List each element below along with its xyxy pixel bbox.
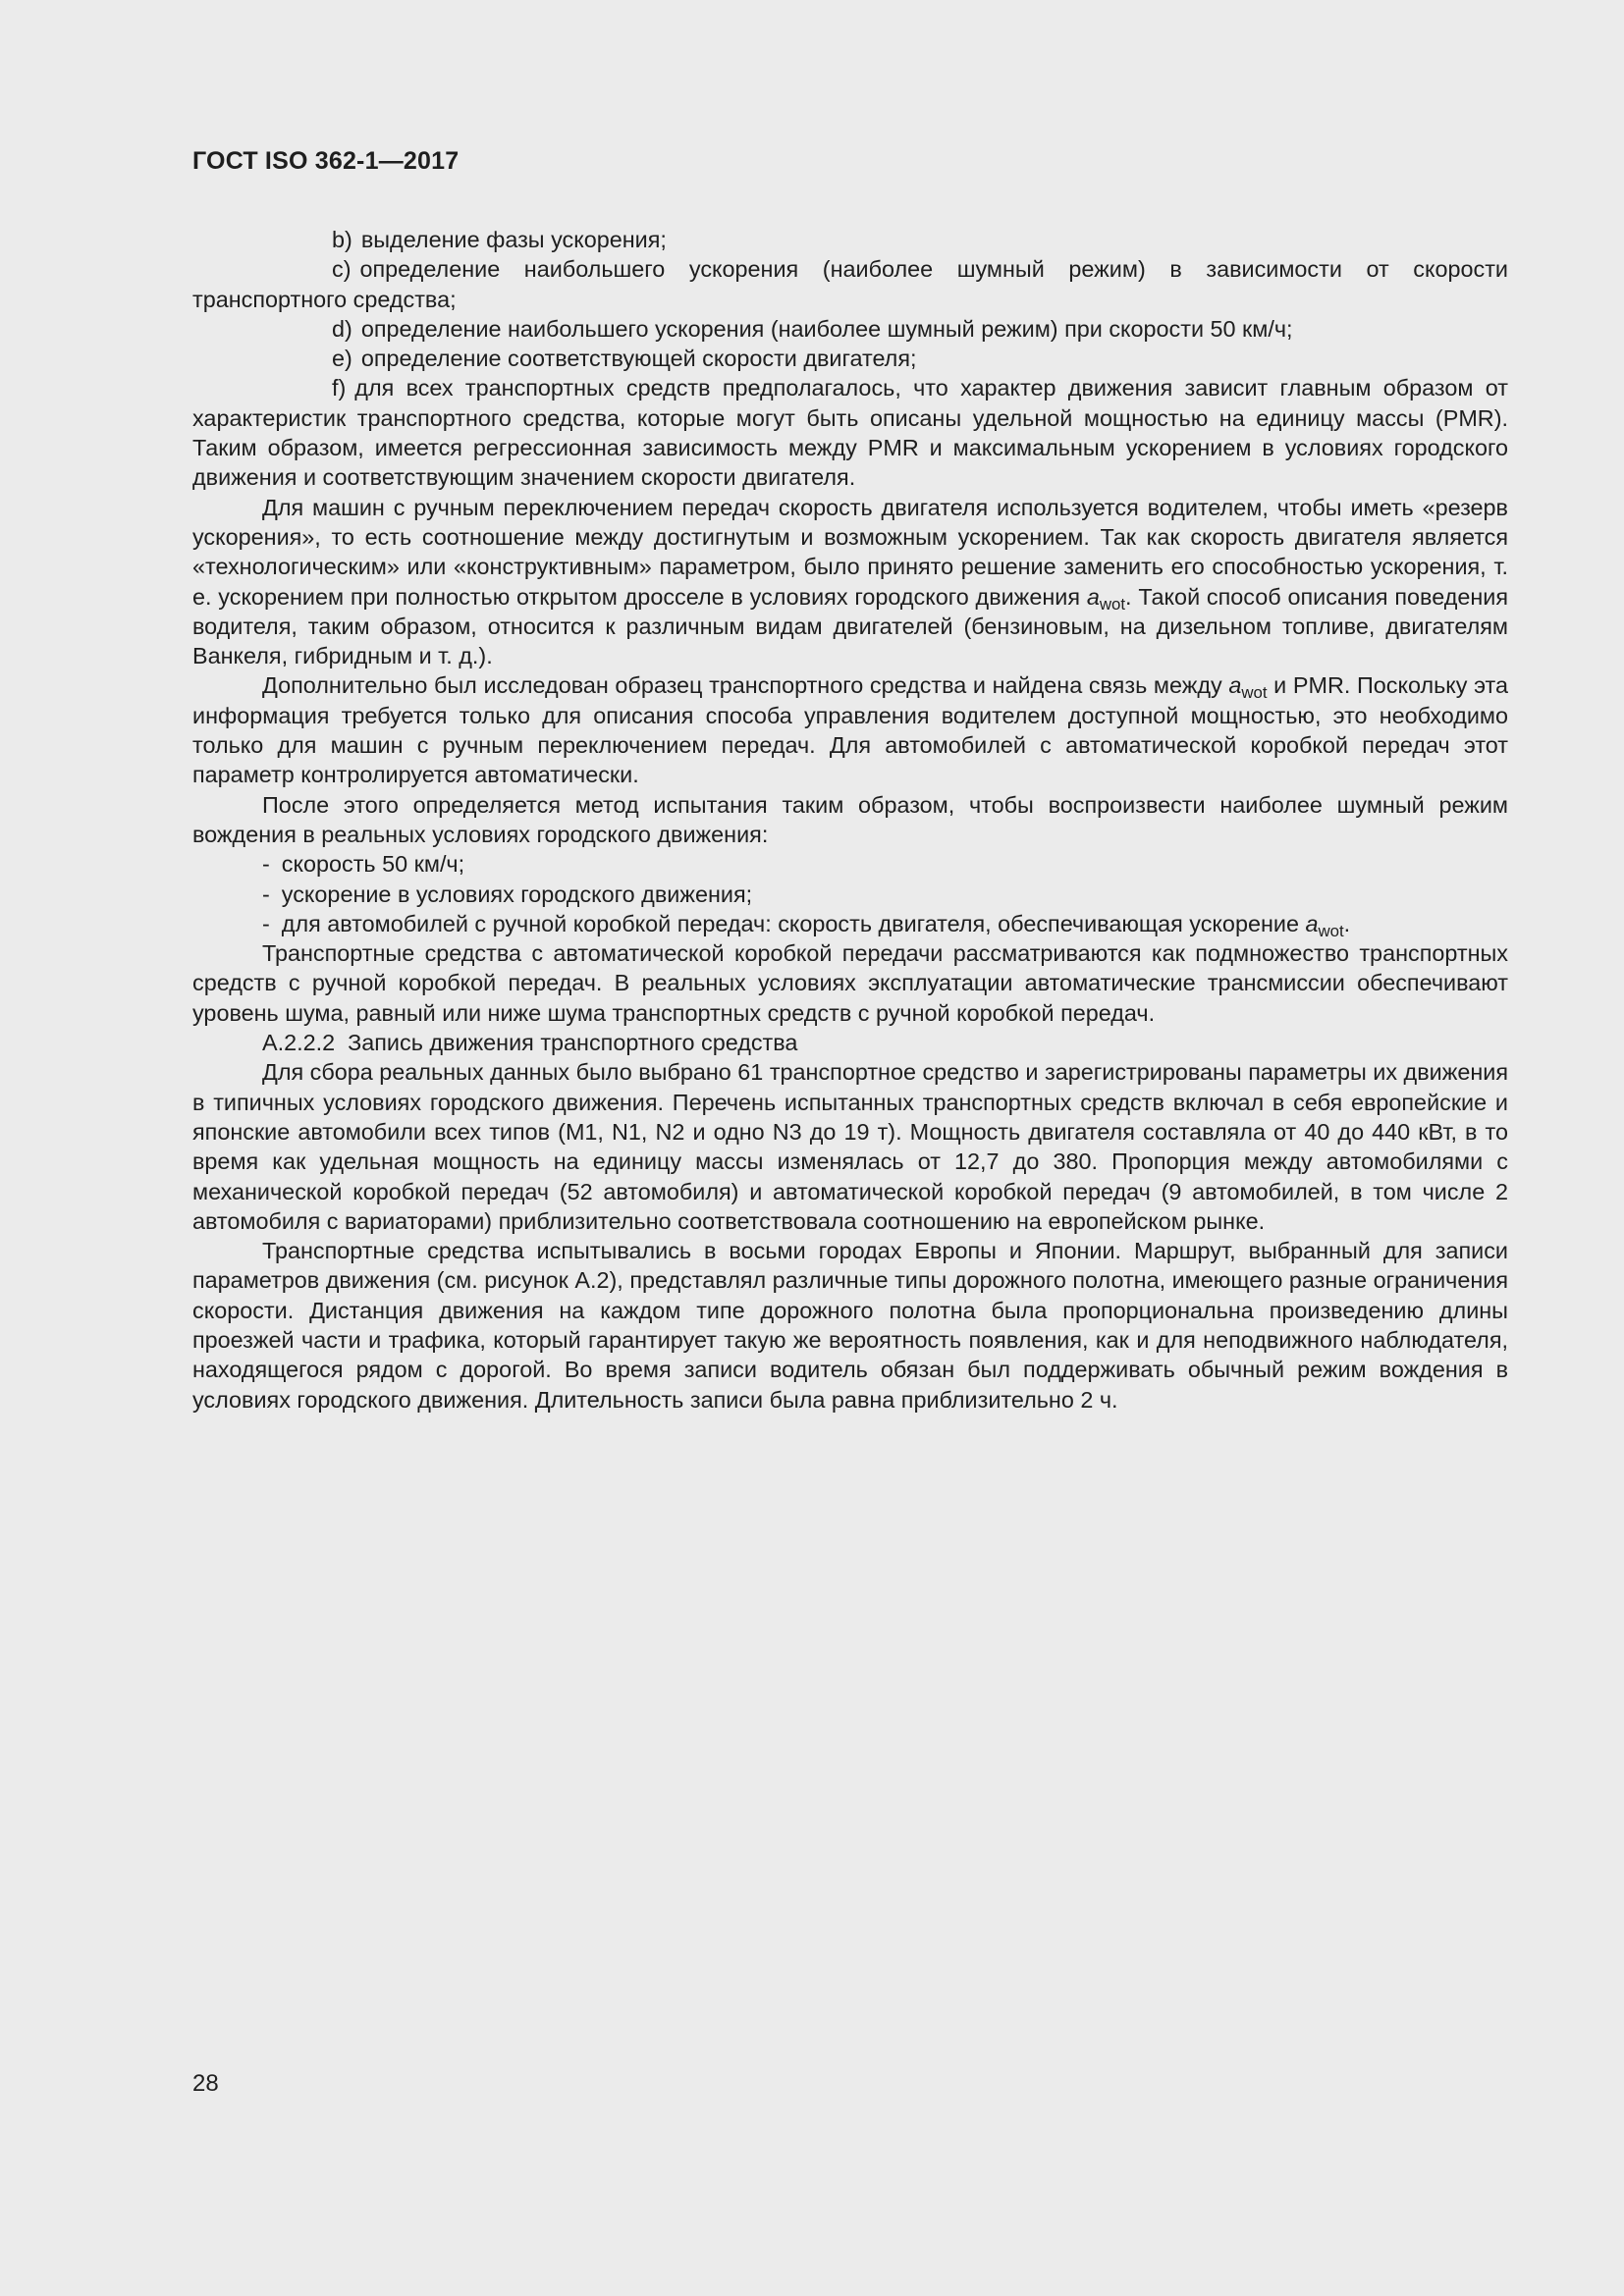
document-body — [192, 225, 1508, 1415]
list-label: e) — [332, 346, 352, 372]
list-label: c) — [332, 256, 352, 283]
dash-text: для автомобилей с ручной коробкой передач: скорость двигателя, обеспечивающая ускорение — [281, 910, 1299, 936]
list-text: определение наибольшего ускорения (наиболее шумный режим) при скорости 50 км/ч; — [360, 315, 1293, 342]
paragraph-text: Дополнительно был исследован образец транспортного средства и найдена связь между — [262, 672, 1222, 699]
list-item-d — [192, 314, 1508, 344]
document-header: ГОСТ ISO 362-1—2017 — [192, 147, 460, 175]
dash-item-acceleration — [192, 880, 1508, 909]
list-item-c — [192, 254, 1508, 314]
list-text: для всех транспортных средств предполагалось, что характер движения зависит главным образом от характеристик транспортного средства, которые могут быть описаны удельной мощностью на единицу массы (PMR). Таким образом, имеется регрессионная зависимость между PMR и максимальным ускорением в условиях городского движения и соответствующим значением скорости двигателя. — [192, 375, 1508, 491]
paragraph-text: . Такой способ описания поведения водителя, таким образом, относится к различным видам двигателей (бензиновым, на дизельном топливе, двигателям Ванкеля, гибридным и т. д.). — [192, 583, 1509, 669]
symbol-subscript: wot — [1318, 921, 1344, 940]
list-label: b) — [332, 227, 352, 252]
symbol-a: a — [1305, 910, 1319, 936]
list-label: d) — [332, 315, 352, 342]
dash-text: скорость 50 км/ч; — [281, 851, 465, 878]
list-item-e — [192, 344, 1508, 373]
symbol-subscript: wot — [1241, 683, 1268, 703]
dash-item-speed — [192, 849, 1508, 879]
paragraph-text: Для машин с ручным переключением передач скорость двигателя используется водителем, чтобы иметь «резерв ускорения», то есть соотношение между достигнутым и возможным ускорением. Так как скорость двигателя является «технологическим» или «конструктивным» параметром, было принято решение заменить его способностью ускорения, т. е. ускорением при полностью открытом дросселе в условиях городского движения — [192, 494, 1508, 610]
list-text: определение наибольшего ускорения (наиболее шумный режим) в зависимости от скорости транспортного средства; — [192, 256, 1508, 312]
dash-end: . — [1343, 910, 1351, 936]
dash-marker: - — [262, 881, 270, 907]
dash-marker: - — [262, 910, 270, 936]
dash-marker: - — [262, 851, 270, 878]
list-item-b — [192, 225, 1508, 254]
paragraph-additional-study — [192, 670, 1508, 789]
paragraph-test-method: После этого определяется метод испытания таким образом, чтобы воспроизвести наиболее шумный режим вождения в реальных условиях городского движения: — [192, 791, 1508, 847]
paragraph-cities: Транспортные средства испытывались в восьми городах Европы и Японии. Маршрут, выбранный для записи параметров движения (см. рисунок A.2), представлял различные типы дорожного полотна, имеющего разные ограничения скорости. Дистанция движения на каждом типе дорожного полотна была пропорциональна произведению длины проезжей части и трафика, который гарантирует такую же вероятность появления, как и для неподвижного наблюдателя, находящегося рядом с дорогой. Во время записи водитель обязан был поддерживать обычный режим вождения в условиях городского движения. Длительность записи была равна приблизительно 2 ч. — [192, 1238, 1508, 1413]
list-item-f — [192, 373, 1508, 492]
paragraph-data-collection: Для сбора реальных данных было выбрано 61 транспортное средство и зарегистрированы параметры их движения в типичных условиях городского движения. Перечень испытанных транспортных средств включал в себя европейские и японские автомобили всех типов (M1, N1, N2 и одно N3 до 19 т). Мощность двигателя составляла от 40 до 440 кВт, в то время как удельная мощность на единицу массы изменялась от 12,7 до 380. Пропорция между автомобилями с механической коробкой передач (52 автомобиля) и автоматической коробкой передач (9 автомобилей, в том числе 2 автомобиля с вариаторами) приблизительно соответствовала соотношению на европейском рынке. — [192, 1059, 1508, 1234]
paragraph-automatic-transmission: Транспортные средства с автоматической коробкой передачи рассматриваются как подмножество транспортных средств с ручной коробкой передач. В реальных условиях эксплуатации автоматические трансмиссии обеспечивают уровень шума, равный или ниже шума транспортных средств с ручной коробкой передач. — [192, 940, 1508, 1026]
symbol-a: a — [1086, 583, 1100, 610]
section-title: Запись движения транспортного средства — [348, 1030, 798, 1056]
list-label: f) — [332, 375, 347, 401]
dash-item-engine-speed — [192, 909, 1508, 938]
list-text: определение соответствующей скорости двигателя; — [360, 346, 917, 372]
list-text: выделение фазы ускорения; — [360, 227, 667, 252]
section-heading-a222 — [192, 1028, 1508, 1057]
symbol-a: a — [1228, 672, 1242, 699]
paragraph-manual-transmission — [192, 493, 1508, 671]
dash-text: ускорение в условиях городского движения; — [281, 881, 753, 907]
section-number: A.2.2.2 — [262, 1030, 336, 1056]
paragraph-text: и PMR. Поскольку эта информация требуется только для описания способа управления водителем доступной мощностью, это необходимо только для машин с ручным переключением передач. Для автомобилей с автоматической коробкой передач этот параметр контролируется автоматически. — [192, 672, 1509, 788]
page-number: 28 — [192, 2070, 219, 2097]
symbol-subscript: wot — [1099, 594, 1126, 614]
